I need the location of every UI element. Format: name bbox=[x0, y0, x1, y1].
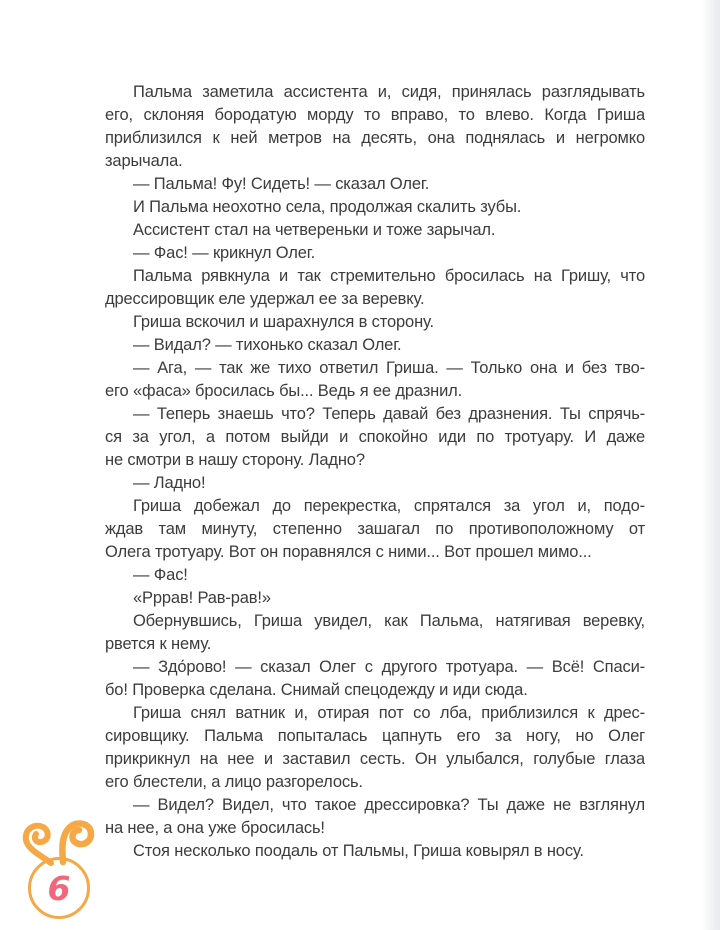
page-number: 6 bbox=[47, 868, 71, 908]
paragraph bbox=[105, 311, 645, 334]
body-text bbox=[105, 81, 645, 863]
paragraph bbox=[105, 656, 645, 702]
paragraph bbox=[105, 564, 645, 587]
text-line: Гриша вскочил и шарахнулся в сторону. bbox=[133, 313, 434, 331]
text-line: Олега тротуару. Вот он поравнялся с ними... Вот прошел мимо... bbox=[105, 543, 592, 561]
text-line: И Пальма неохотно села, продолжая скалить зубы. bbox=[133, 198, 522, 216]
text-line: не смотри в нашу сторону. Ладно? bbox=[105, 451, 365, 469]
text-line: — Пальма! Фу! Сидеть! — сказал Олег. bbox=[133, 175, 430, 193]
text-line: Обернувшись, Гриша увидел, как Пальма, натягивая веревку, bbox=[133, 612, 645, 630]
page-number-ornament bbox=[13, 817, 105, 921]
text-line: — Ладно! bbox=[133, 474, 206, 492]
text-line: его «фаса» бросилась бы... Ведь я ее дразнил. bbox=[105, 382, 463, 400]
paragraph bbox=[105, 840, 645, 863]
text-line: бо! Проверка сделана. Снимай спецодежду и иди сюда. bbox=[105, 681, 528, 699]
text-line: — Фас! — крикнул Олег. bbox=[133, 244, 316, 262]
paragraph bbox=[105, 265, 645, 311]
text-line: его, склоняя бородатую морду то вправо, то влево. Когда Гриша bbox=[105, 106, 645, 124]
text-line: на нее, а она уже бросилась! bbox=[105, 819, 325, 837]
paragraph bbox=[105, 794, 645, 840]
text-line: Ассистент стал на четвереньки и тоже зарычал. bbox=[133, 221, 496, 239]
paragraph bbox=[105, 81, 645, 173]
text-line: — Здо́рово! — сказал Олег с другого тротуара. — Всё! Спаси- bbox=[133, 658, 645, 676]
paragraph bbox=[105, 334, 645, 357]
text-line: Стоя несколько поодаль от Пальмы, Гриша ковырял в носу. bbox=[133, 842, 584, 860]
text-line: Гриша снял ватник и, отирая пот со лба, приблизился к дрес- bbox=[133, 704, 645, 722]
paragraph bbox=[105, 587, 645, 610]
text-line: Гриша добежал до перекрестка, спрятался за угол и, подо- bbox=[133, 497, 645, 515]
text-line: рвется к нему. bbox=[105, 635, 212, 653]
text-line: — Видел? Видел, что такое дрессировка? Ты даже не взглянул bbox=[133, 796, 645, 814]
paragraph bbox=[105, 242, 645, 265]
text-line: — Фас! bbox=[133, 566, 188, 584]
paragraph bbox=[105, 472, 645, 495]
text-line: сировщику. Пальма попыталась цапнуть его за ногу, но Олег bbox=[105, 727, 645, 745]
paragraph bbox=[105, 610, 645, 656]
text-line: Пальма рявкнула и так стремительно бросилась на Гришу, что bbox=[133, 267, 645, 285]
text-line: ся за угол, а потом выйди и спокойно иди по тротуару. И даже bbox=[105, 428, 645, 446]
text-line: «Рррав! Рав-рав!» bbox=[133, 589, 271, 607]
paragraph bbox=[105, 357, 645, 403]
paragraph bbox=[105, 702, 645, 794]
text-line: дрессировщик еле удержал ее за веревку. bbox=[105, 290, 425, 308]
text-line: его блестели, а лицо разгорелось. bbox=[105, 773, 363, 791]
text-line: — Ага, — так же тихо ответил Гриша. — Только она и без тво- bbox=[133, 359, 645, 377]
scan-edge-shadow bbox=[702, 0, 720, 930]
paragraph bbox=[105, 495, 645, 564]
paragraph bbox=[105, 196, 645, 219]
text-line: — Теперь знаешь что? Теперь давай без дразнения. Ты спрячь- bbox=[133, 405, 645, 423]
text-line: Пальма заметила ассистента и, сидя, принялась разглядывать bbox=[133, 83, 645, 101]
paragraph bbox=[105, 219, 645, 242]
text-line: прикрикнул на нее и заставил сесть. Он улыбался, голубые глаза bbox=[105, 750, 645, 768]
paragraph bbox=[105, 173, 645, 196]
paragraph bbox=[105, 403, 645, 472]
text-line: — Видал? — тихонько сказал Олег. bbox=[133, 336, 402, 354]
text-line: ждав там минуту, степенно зашагал по противоположному от bbox=[105, 520, 645, 538]
text-line: зарычала. bbox=[105, 152, 183, 170]
text-line: приблизился к ней метров на десять, она поднялась и негромко bbox=[105, 129, 645, 147]
